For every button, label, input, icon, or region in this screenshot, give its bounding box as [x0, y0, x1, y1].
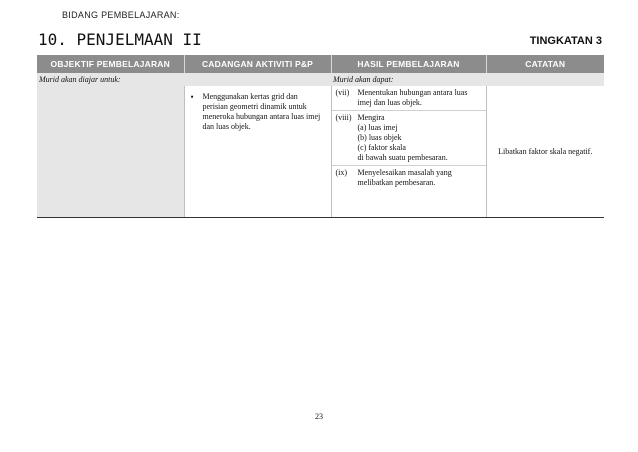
outcome-vii [332, 86, 486, 111]
table-header-row [37, 55, 604, 73]
activity-cell [184, 86, 331, 218]
note-text: Libatkan faktor skala negatif. [498, 147, 593, 156]
sub-item: (b) luas objek [357, 133, 402, 142]
column-header: HASIL PEMBELAJARAN [331, 55, 486, 73]
outcome-text: Menyelesaikan masalah yang [357, 168, 452, 177]
table-subheader-row [37, 73, 604, 86]
table-row [37, 86, 604, 218]
objective-cell [37, 86, 184, 218]
outcome-text: imej dan luas objek. [357, 98, 422, 107]
column-header: CATATAN [486, 55, 604, 73]
page-number: 23 [315, 412, 323, 421]
outcome-text: Mengira [357, 113, 385, 122]
column-header: CADANGAN AKTIVITI P&P [184, 55, 331, 73]
subheader-left: Murid akan diajar untuk: [37, 73, 331, 86]
bullet-icon: • [190, 92, 194, 102]
subheader-right: Murid akan dapat: [331, 73, 604, 86]
outcomes-cell [331, 86, 486, 218]
column-header: OBJEKTIF PEMBELAJARAN [37, 55, 184, 73]
level-label: TINGKATAN 3 [529, 35, 602, 47]
sub-item: (c) faktor skala [357, 143, 406, 152]
chapter-title: 10. PENJELMAAN II [38, 30, 202, 49]
outcome-text: Menentukan hubungan antara luas [357, 88, 468, 97]
outcome-text: di bawah suatu pembesaran. [357, 153, 448, 162]
list-item [185, 86, 331, 132]
outcome-number: (ix) [335, 168, 348, 177]
syllabus-table [37, 55, 604, 218]
outcome-text: melibatkan pembesaran. [357, 178, 436, 187]
outcome-viii [332, 111, 486, 166]
learning-area-label: BIDANG PEMBELAJARAN: [62, 10, 180, 20]
outcome-number: (vii) [335, 88, 350, 97]
outcome-ix [332, 166, 486, 190]
outcome-number: (viii) [335, 113, 352, 122]
activity-text: Menggunakan kertas grid dan perisian geometri dinamik untuk meneroka hubungan antara luas imej dan luas objek. [202, 92, 321, 131]
sub-item: (a) luas imej [357, 123, 398, 132]
note-cell [486, 86, 604, 218]
